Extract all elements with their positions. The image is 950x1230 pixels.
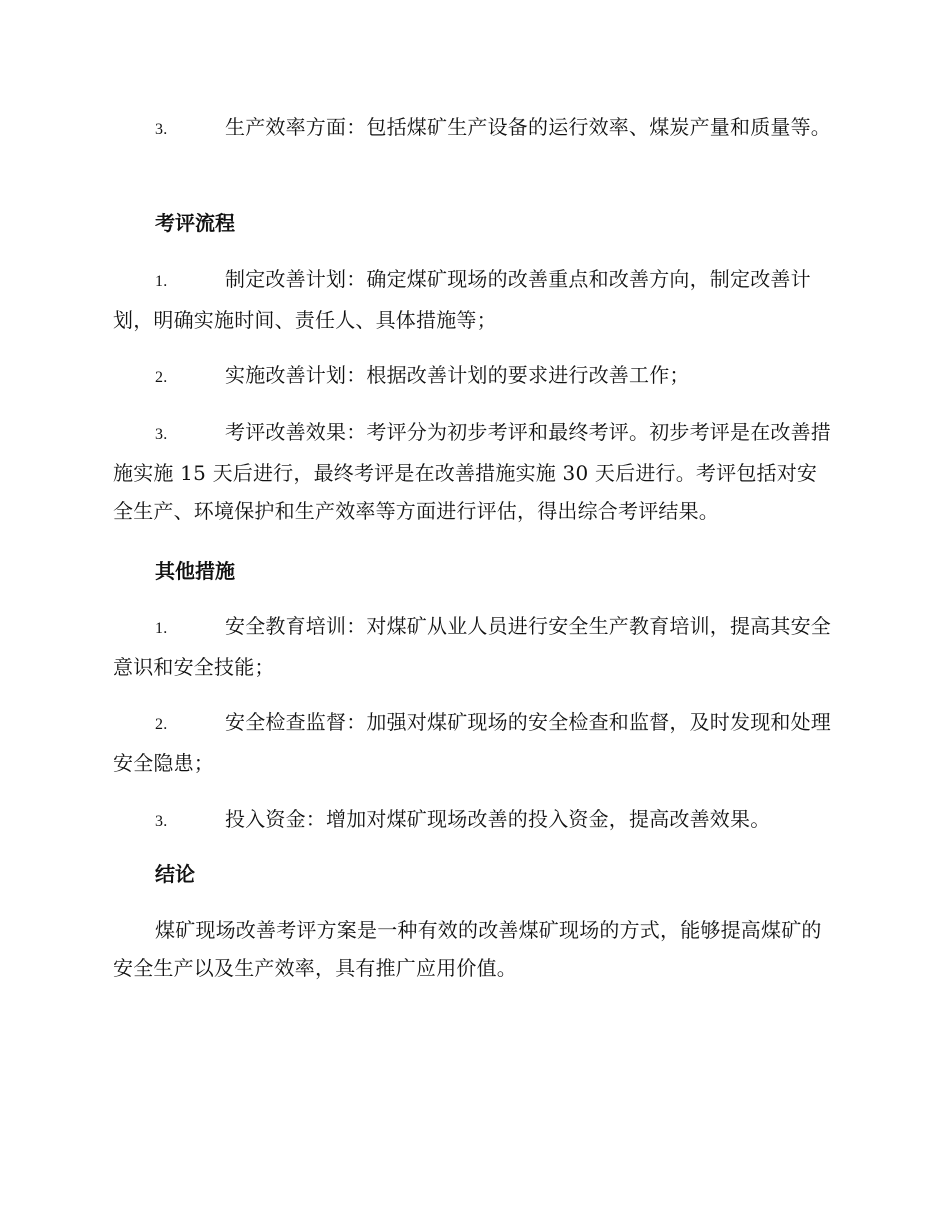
list-item-measures-2: [113, 703, 835, 782]
list-item-measures-3: [113, 800, 835, 841]
list-text: 投入资金：增加对煤矿现场改善的投入资金，提高改善效果。: [225, 807, 771, 831]
list-item-efficiency: [113, 108, 835, 149]
list-number: 3.: [155, 121, 168, 138]
list-number: 1.: [155, 620, 168, 637]
list-item-process-3: [113, 413, 835, 530]
list-number: 1.: [155, 273, 168, 290]
list-text: 考评改善效果：考评分为初步考评和最终考评。初步考评是在改善措施实施 15 天后进行，最终考评是在改善措施实施 30 天后进行。考评包括对安全生产、环境保护和生产效率等方面进行评估，得出综合考评结果。: [113, 420, 831, 523]
list-item-process-1: [113, 260, 835, 339]
list-item-measures-1: [113, 607, 835, 686]
list-number: 2.: [155, 716, 168, 733]
list-number: 3.: [155, 813, 168, 830]
list-item-process-2: [113, 356, 835, 397]
section-heading-process: 考评流程: [155, 211, 235, 235]
list-number: 3.: [155, 426, 168, 443]
section-heading-other-measures: 其他措施: [155, 559, 235, 583]
list-text: 生产效率方面：包括煤矿生产设备的运行效率、煤炭产量和质量等。: [225, 115, 831, 139]
list-text: 安全检查监督：加强对煤矿现场的安全检查和监督，及时发现和处理安全隐患；: [113, 710, 831, 775]
conclusion-paragraph: 煤矿现场改善考评方案是一种有效的改善煤矿现场的方式，能够提高煤矿的安全生产以及生产效率，具有推广应用价值。: [113, 918, 822, 980]
list-text: 实施改善计划：根据改善计划的要求进行改善工作；: [225, 363, 690, 387]
section-heading-conclusion: 结论: [155, 862, 195, 886]
list-text: 制定改善计划：确定煤矿现场的改善重点和改善方向，制定改善计划，明确实施时间、责任人、具体措施等；: [113, 267, 811, 332]
list-number: 2.: [155, 369, 168, 386]
list-text: 安全教育培训：对煤矿从业人员进行安全生产教育培训，提高其安全意识和安全技能；: [113, 614, 831, 679]
